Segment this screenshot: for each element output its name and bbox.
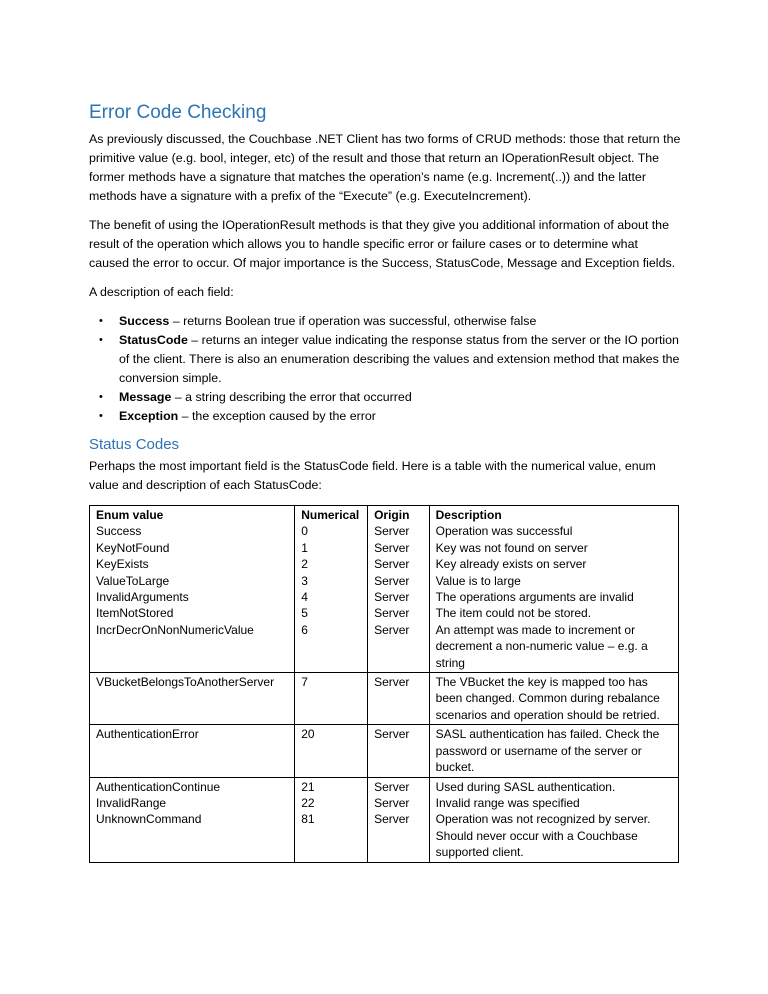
status-intro-paragraph: Perhaps the most important field is the StatusCode field. Here is a table with the numerical value, enum value and description of each StatusCode: xyxy=(89,459,656,492)
table-cell-origin: Server xyxy=(368,725,430,777)
table-cell-text: Server xyxy=(374,524,410,539)
section-heading-status-codes: Status Codes xyxy=(89,436,180,453)
intro-paragraph-3: A description of each field: xyxy=(89,285,234,299)
table-cell-numerical xyxy=(295,506,368,673)
table-cell-enum xyxy=(90,777,295,862)
table-cell-description xyxy=(429,506,678,673)
table-row xyxy=(90,673,679,725)
table-cell-numerical xyxy=(295,777,368,862)
column-header-enum: Enum value xyxy=(96,508,164,522)
field-name: Exception xyxy=(119,409,179,423)
table-cell-text: 1 xyxy=(301,540,308,555)
field-description: – the exception caused by the error xyxy=(178,409,376,423)
intro-paragraph-1: As previously discussed, the Couchbase .NET Client has two forms of CRUD methods: those that return the primitive value (e.g. bool, integer, etc) of the result and those that return an IOperationResult object. The former methods have a signature that matches the operation’s name (e.g. Increment(..)) and the latter methods have a signature with a prefix of the “Execute” (e.g. ExecuteIncrement). xyxy=(89,132,681,203)
table-cell-text: AuthenticationContinue xyxy=(96,779,221,794)
table-cell-origin: Server xyxy=(368,673,430,725)
column-header-description: Description xyxy=(435,508,502,522)
table-cell-text: UnknownCommand xyxy=(96,812,202,827)
table-cell-text: Operation was not recognized by server. Should never occur with a Couchbase supported client. xyxy=(435,812,651,860)
status-code-table xyxy=(89,505,679,863)
table-cell-text: Server xyxy=(374,557,410,572)
table-cell-numerical: 20 xyxy=(295,725,368,777)
table-cell-text: The item could not be stored. xyxy=(435,606,592,621)
table-cell-text: Server xyxy=(374,606,410,621)
table-cell-text: 81 xyxy=(301,812,315,827)
table-cell-text: IncrDecrOnNonNumericValue xyxy=(96,622,254,637)
table-cell-text: 21 xyxy=(301,779,315,794)
bullet-icon: • xyxy=(99,334,103,346)
table-cell-text: 22 xyxy=(301,795,315,810)
page-title: Error Code Checking xyxy=(89,102,267,123)
table-cell-text: 2 xyxy=(301,557,308,572)
table-cell-text: The operations arguments are invalid xyxy=(435,590,634,605)
table-cell-text: 5 xyxy=(301,606,308,621)
column-header-origin: Origin xyxy=(374,508,410,522)
table-cell-text: Value is to large xyxy=(435,573,521,588)
table-cell-text: Server xyxy=(374,573,410,588)
table-cell-text: Server xyxy=(374,779,410,794)
column-header-numerical: Numerical xyxy=(301,508,360,522)
table-cell-text: Success xyxy=(96,524,142,539)
table-cell-text: Server xyxy=(374,590,410,605)
table-cell-text: Server xyxy=(374,540,410,555)
table-cell-text: Server xyxy=(374,795,410,810)
field-item-statuscode xyxy=(99,331,681,388)
table-row xyxy=(90,777,679,862)
bullet-icon: • xyxy=(99,391,103,403)
table-row xyxy=(90,506,679,673)
field-list xyxy=(89,312,681,426)
field-item-exception xyxy=(99,407,681,426)
table-cell-text: Key already exists on server xyxy=(435,557,587,572)
field-name: StatusCode xyxy=(119,333,188,347)
table-cell-text: Key was not found on server xyxy=(435,540,588,555)
field-description: – a string describing the error that occurred xyxy=(171,390,412,404)
table-cell-text: Server xyxy=(374,622,410,637)
intro-paragraph-2: The benefit of using the IOperationResult methods is that they give you additional information of about the result of the operation which allows you to handle specific error or failure cases or to determine what caused the error to occur. Of major importance is the Success, StatusCode, Message and Exception fields. xyxy=(89,218,676,270)
field-name: Message xyxy=(119,390,172,404)
table-cell-text: KeyExists xyxy=(96,557,149,572)
table-cell-origin xyxy=(368,777,430,862)
table-cell-text: An attempt was made to increment or decrement a non-numeric value – e.g. a string xyxy=(435,622,648,670)
field-description: – returns an integer value indicating the response status from the server or the IO portion of the client. There is also an enumeration describing the values and extension method that makes the conversion simple. xyxy=(119,333,680,385)
table-cell-description: The VBucket the key is mapped too has been changed. Common during rebalance scenarios and operation should be retried. xyxy=(429,673,678,725)
table-cell-enum: AuthenticationError xyxy=(90,725,295,777)
table-cell-description xyxy=(429,777,678,862)
table-cell-enum: VBucketBelongsToAnotherServer xyxy=(90,673,295,725)
table-row xyxy=(90,725,679,777)
table-cell-text: KeyNotFound xyxy=(96,540,170,555)
field-name: Success xyxy=(119,314,170,328)
table-cell-enum xyxy=(90,506,295,673)
table-cell-text: 4 xyxy=(301,590,308,605)
table-cell-text: Used during SASL authentication. xyxy=(435,779,616,794)
table-cell-text: ValueToLarge xyxy=(96,573,170,588)
bullet-icon: • xyxy=(99,315,103,327)
table-cell-text: InvalidRange xyxy=(96,795,167,810)
table-cell-text: 3 xyxy=(301,573,308,588)
table-cell-text: 0 xyxy=(301,524,308,539)
table-cell-numerical: 7 xyxy=(295,673,368,725)
table-cell-text: Server xyxy=(374,812,410,827)
table-cell-origin xyxy=(368,506,430,673)
table-cell-text: Invalid range was specified xyxy=(435,795,580,810)
table-cell-text: 6 xyxy=(301,622,308,637)
field-description: – returns Boolean true if operation was successful, otherwise false xyxy=(169,314,537,328)
table-cell-text: InvalidArguments xyxy=(96,590,189,605)
field-item-message xyxy=(99,388,681,407)
bullet-icon: • xyxy=(99,410,103,422)
table-cell-description: SASL authentication has failed. Check the password or username of the server or bucket. xyxy=(429,725,678,777)
field-item-success xyxy=(99,312,681,331)
table-cell-text: ItemNotStored xyxy=(96,606,174,621)
table-cell-text: Operation was successful xyxy=(435,524,573,539)
document-body xyxy=(89,100,681,863)
